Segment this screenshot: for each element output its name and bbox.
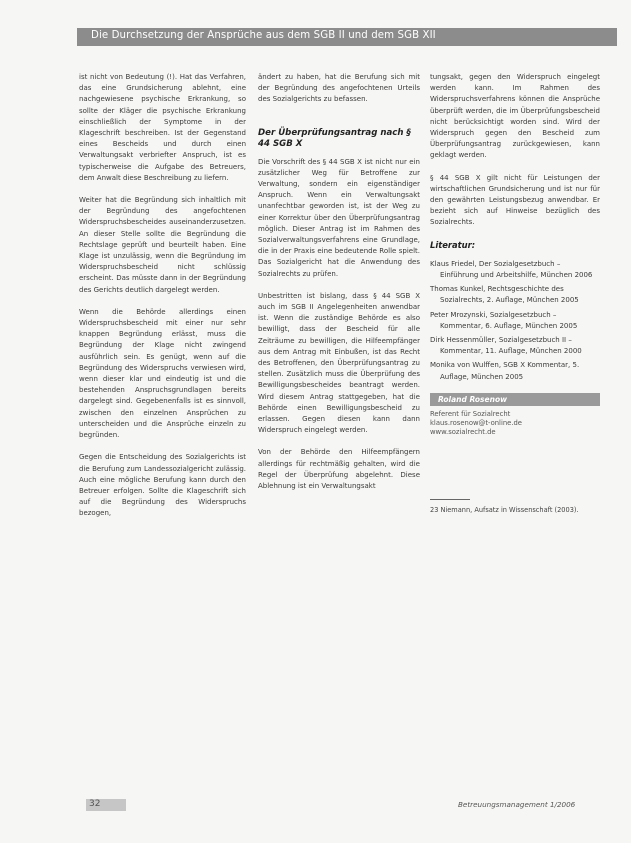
literature-entry: Thomas Kunkel, Rechtsgeschichte des Sozialrechts, 2. Auflage, München 2005 <box>430 285 579 305</box>
author-box <box>430 393 600 406</box>
paragraph: Gegen die Entscheidung des Sozialgerichts ist die Berufung zum Landessozialgericht zulässig. Auch eine mögliche Berufung kann durch den Betreuer erfolgen. Sollte die Klageschrift sich auf die Begründung des Widerspruchs bezogen, <box>79 453 246 518</box>
literature-entry: Monika von Wulffen, SGB X Kommentar, 5. Auflage, München 2005 <box>430 361 580 381</box>
paragraph: Wenn die Behörde allerdings einen Widerspruchsbescheid mit einer nur sehr knappen Begründung erlässt, muss die Begründung der Klage nicht zwingend ausführlich sein. Es genügt, wenn auf die Begründung des Widerspruchs verwiesen wird, wenn dieser klar und eindeutig ist und die bestehenden Anspruchsgrundlagen bereits dargelegt sind. Gegebenenfalls ist es sinnvoll, zwischen den einzelnen Ansprüchen zu unterscheiden und die Ansprüche einzeln zu begründen. <box>79 307 246 440</box>
page-number-box <box>86 799 126 811</box>
literature-entry: Klaus Friedel, Der Sozialgesetzbuch – Einführung und Arbeitshilfe, München 2006 <box>430 259 593 280</box>
author-name: Roland Rosenow <box>438 394 508 404</box>
journal-footer: Betreuungsmanagement 1/2006 <box>458 800 576 809</box>
column-3 <box>430 72 600 516</box>
paragraph: ist nicht von Bedeutung (!). Hat das Verfahren, das eine Grundsicherung ablehnt, eine nachgewiesene psychische Erkrankung, so sollte der Kläger die psychische Erkrankung einschließlich der Symptome in der Klageschrift beschreiben. Ist der Gegenstand eines Bescheids und durch einen Verwaltungsakt verbriefter Anspruch, ist es typischerweise die Aufgabe des Betreuers, dem Anwalt diese Beschreibung zu liefern. <box>79 73 246 182</box>
literature-heading: Literatur: <box>430 239 476 250</box>
author-email[interactable]: klaus.rosenow@t-online.de <box>430 418 522 427</box>
footnote: 23 Niemann, Aufsatz in Wissenschaft (2003). <box>430 505 579 514</box>
literature-entry: Dirk Hessenmüller, Sozialgesetzbuch II – Kommentar, 11. Auflage, München 2000 <box>430 336 582 356</box>
column-2 <box>258 72 420 503</box>
paragraph: tungsakt, gegen den Widerspruch eingelegt werden kann. Im Rahmen des Widerspruchsverfahrens können die Ansprüche überprüft werden, die im Überprüfungsbescheid nicht berücksichtigt worden sind. Wird der Widerspruch gegen den Bescheid zum Überprüfungsantrag zurückgewiesen, kann geklagt werden. <box>430 73 600 160</box>
column-1 <box>79 72 246 531</box>
paragraph: Weiter hat die Begründung sich inhaltlich mit der Begründung des angefochtenen Widerspruchsbescheides auseinanderzusetzen. An dieser Stelle sollte die Begründung die Rechtslage geprüft und beurteilt haben. Eine Klage ist unzulässig, wenn die Begründung im Widerspruchsbescheid nicht schlüssig erscheint. Das müsste dann in der Begründung des Gerichts deutlich dargelegt werden. <box>79 196 246 294</box>
paragraph: Die Vorschrift des § 44 SGB X ist nicht nur ein zusätzlicher Weg für Betroffene zur Verwaltung, sondern ein eigenständiger Anspruch. Wenn ein Verwaltungsakt unanfechtbar geworden ist, ist der Weg zu einer Korrektur über den Überprüfungsantrag möglich. Dieser Antrag ist im Rahmen des Sozialverwaltungsverfahrens eine Grundlage, die in der Praxis eine bedeutende Rolle spielt. Das Sozialgericht hat die Anwendung des Sozialrechts zu prüfen. <box>258 157 420 278</box>
page-number: 32 <box>89 799 101 809</box>
literature-entry: Peter Mrozynski, Sozialgesetzbuch – Kommentar, 6. Auflage, München 2005 <box>430 310 578 330</box>
author-website[interactable]: www.sozialrecht.de <box>430 427 496 436</box>
author-role: Referent für Sozialrecht <box>430 409 511 418</box>
paragraph: § 44 SGB X gilt nicht für Leistungen der wirtschaftlichen Grundsicherung und ist nur für den gewährten Leistungsbezug anwendbar. Er bezieht sich auf Hinweise bezüglich des Sozialrechts. <box>430 173 600 227</box>
section-heading: Der Überprüfungsantrag nach § 44 SGB X <box>258 127 411 150</box>
paragraph: Unbestritten ist bislang, dass § 44 SGB X auch im SGB II Angelegenheiten anwendbar ist. Wenn die zuständige Behörde es also bewilligt, dass der Bescheid für alle Zeiträume zu bewilligen, die Hilfeempfänger aus dem Antrag mit Einbußen, ist das Recht des Betroffenen, den Überprüfungsantrag zu stellen. Zusätzlich muss die Überprüfung des Bewilligungsbescheides beantragt werden. Wird diesem Antrag stattgegeben, hat die Behörde einen Bewilligungsbescheid zu erlassen. Gegen diesen kann dann Widerspruch eingelegt werden. <box>258 291 420 435</box>
running-header <box>77 28 617 46</box>
paragraph: ändert zu haben, hat die Berufung sich mit der Begründung des angefochtenen Urteils des Sozialgerichts zu befassen. <box>258 73 420 104</box>
footnote-divider <box>430 499 470 500</box>
running-header-title: Die Durchsetzung der Ansprüche aus dem SGB II und dem SGB XII <box>91 30 436 41</box>
paragraph: Von der Behörde den Hilfeempfängern allerdings für rechtmäßig gehalten, wird die Regel der Überprüfung abgelehnt. Diese Ablehnung ist ein Verwaltungsakt <box>258 448 420 491</box>
